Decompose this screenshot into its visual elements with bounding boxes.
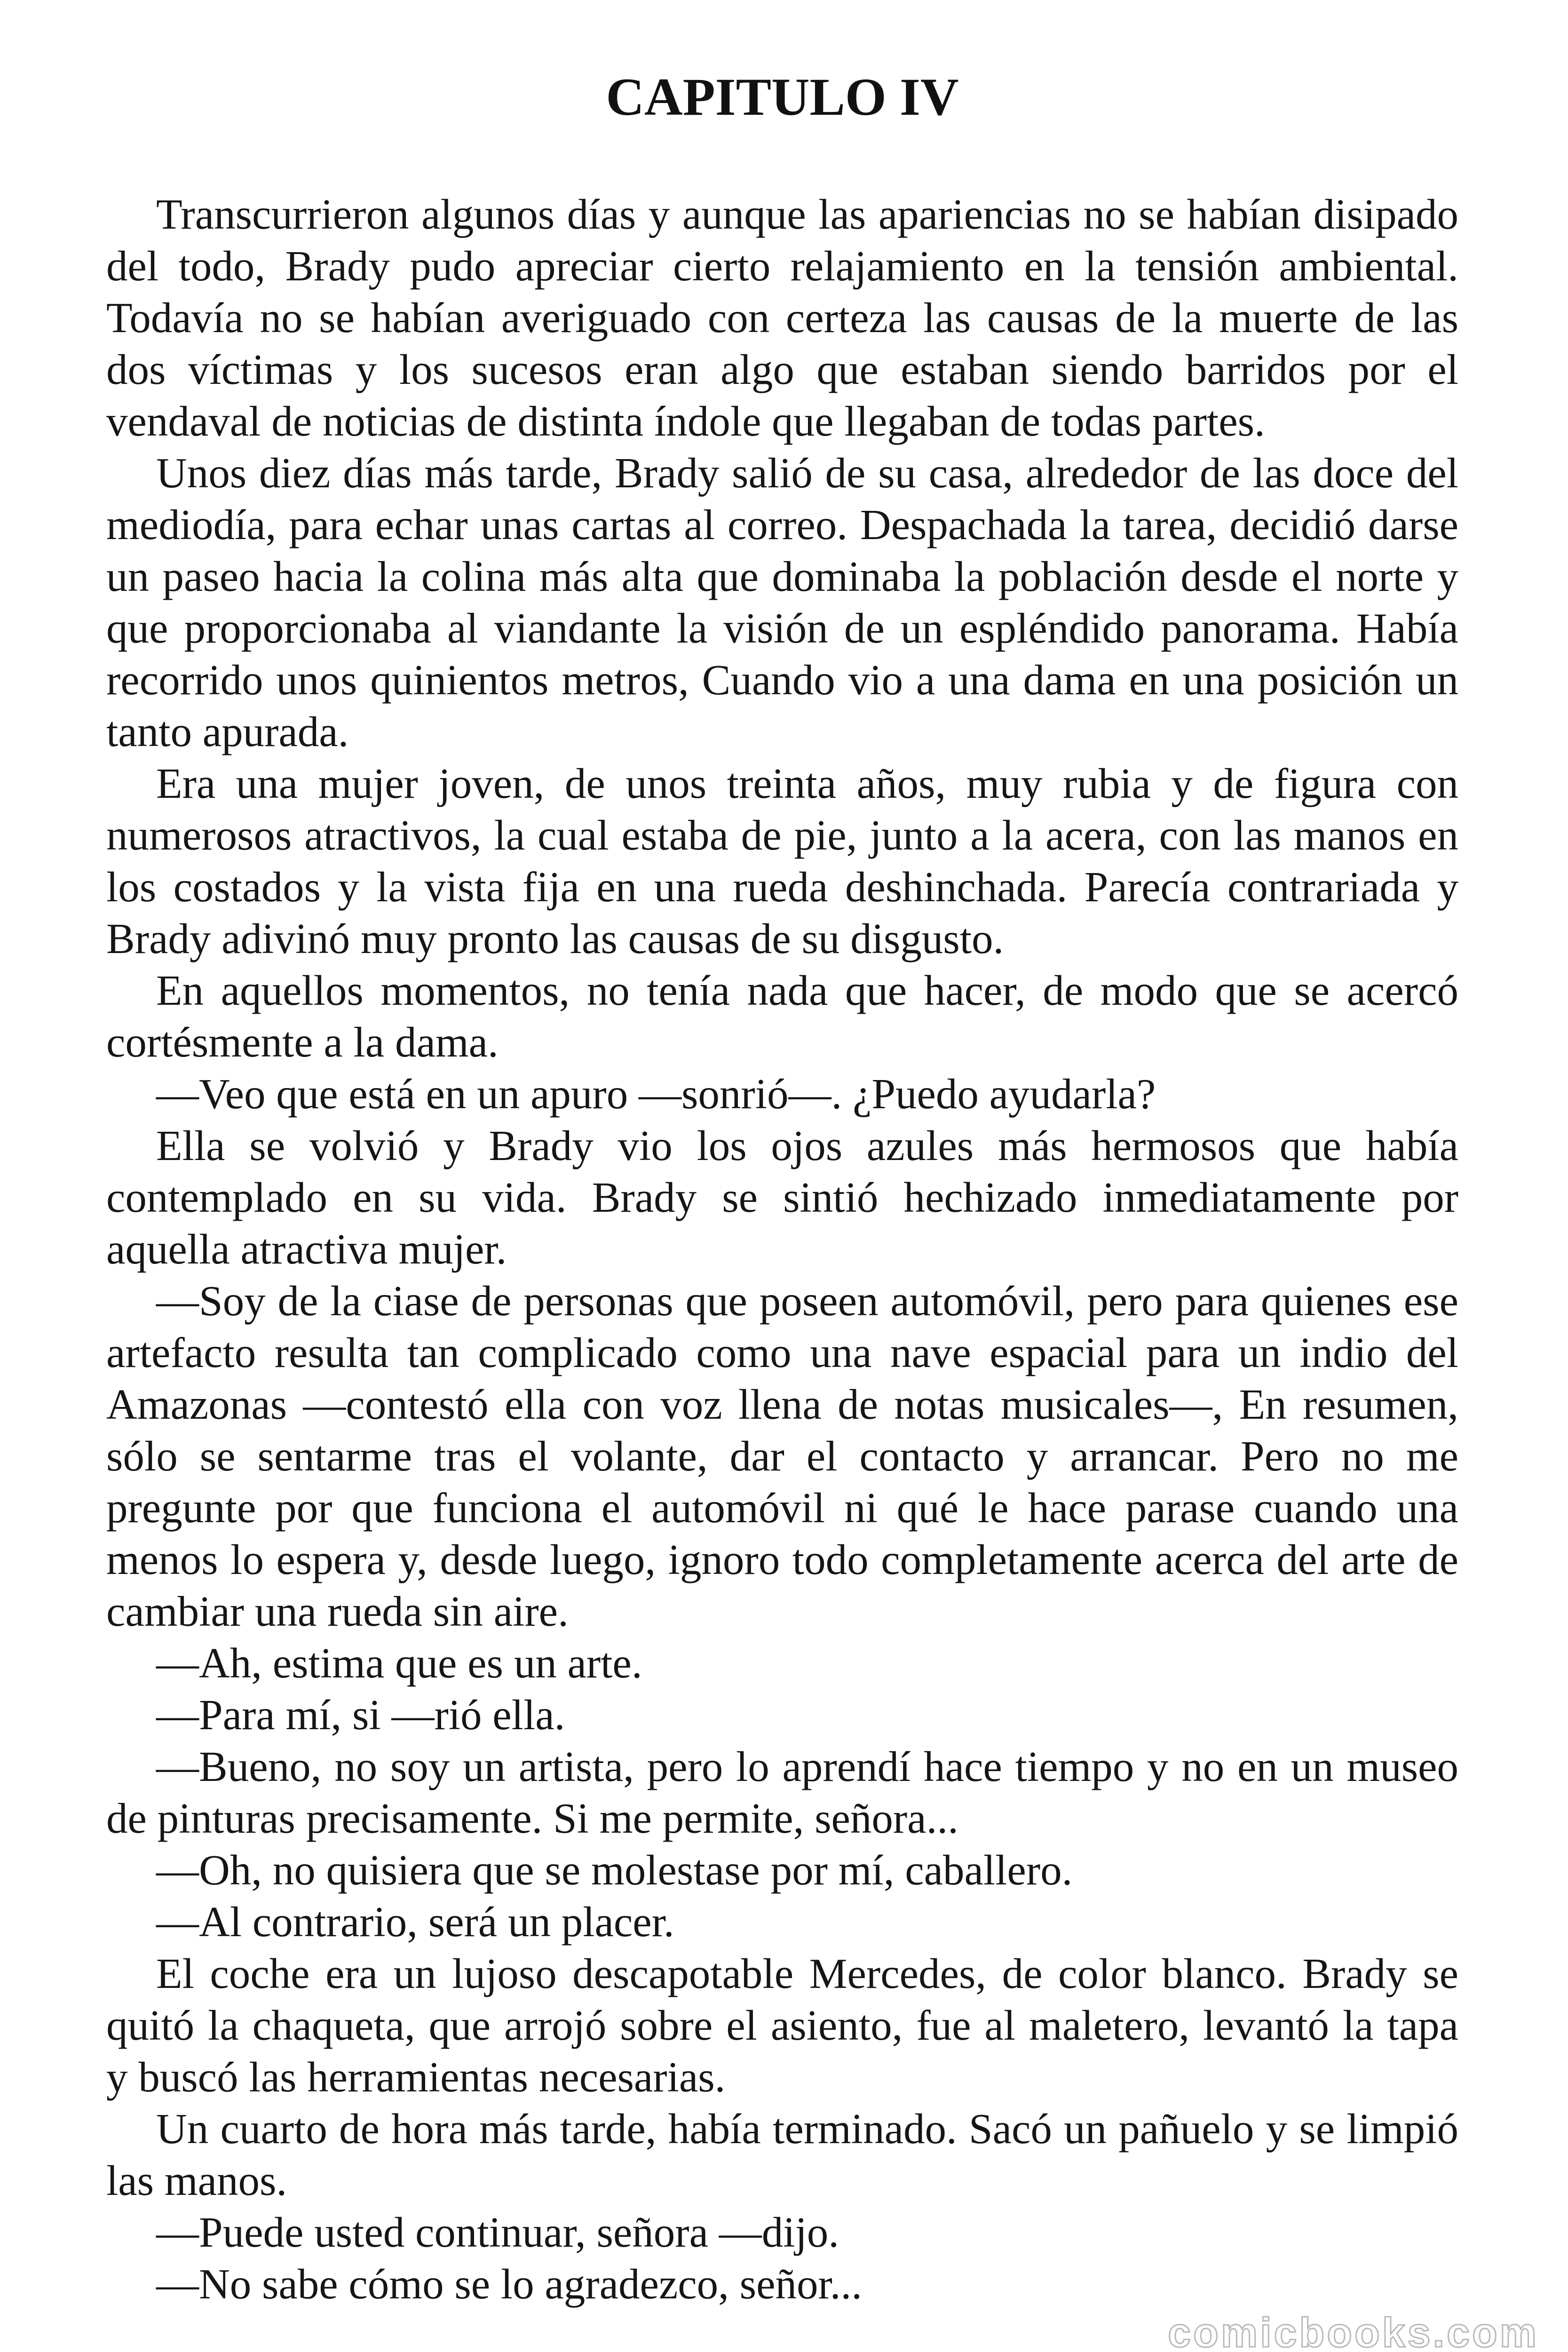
text-line: mediodía, para echar unas cartas al correo. Despachada la tarea, decidió darse	[106, 501, 1458, 548]
text-line: cambiar una rueda sin aire.	[106, 1588, 569, 1635]
text-line: tanto apurada.	[106, 708, 349, 755]
paragraph	[106, 447, 1458, 758]
text-line: y buscó las herramientas necesarias.	[106, 2053, 726, 2101]
text-line: —Al contrario, será un placer.	[156, 1898, 674, 1946]
text-line: cortésmente a la dama.	[106, 1018, 499, 1066]
text-line: —Para mí, si —rió ella.	[156, 1691, 565, 1739]
paragraph	[106, 1948, 1458, 2103]
text-line: —Puede usted continuar, señora —dijo.	[156, 2209, 839, 2256]
chapter-body	[106, 189, 1458, 2310]
text-line: Brady adivinó muy pronto las causas de su disgusto.	[106, 915, 1004, 962]
text-line: menos lo espera y, desde luego, ignoro todo completamente acerca del arte de	[106, 1536, 1458, 1583]
text-line: quitó la chaqueta, que arrojó sobre el asiento, fue al maletero, levantó la tapa	[106, 2002, 1458, 2049]
paragraph	[106, 1120, 1458, 1275]
text-line: las manos.	[106, 2157, 287, 2204]
text-line: recorrido unos quinientos metros, Cuando vio a una dama en una posición un	[106, 656, 1458, 704]
text-line: En aquellos momentos, no tenía nada que hacer, de modo que se acercó	[156, 967, 1458, 1014]
dialogue-paragraph	[106, 1896, 1458, 1948]
paragraph	[106, 965, 1458, 1068]
text-line: los costados y la vista fija en una rueda deshinchada. Parecía contrariada y	[106, 863, 1458, 911]
dialogue-paragraph	[106, 1844, 1458, 1896]
text-line: Era una mujer joven, de unos treinta años, muy rubia y de figura con	[156, 760, 1458, 807]
dialogue-paragraph	[106, 1689, 1458, 1741]
text-line: Todavía no se habían averiguado con certeza las causas de la muerte de las	[106, 294, 1458, 342]
text-line: pregunte por que funciona el automóvil ni qué le hace parase cuando una	[106, 1484, 1458, 1532]
text-line: —Soy de la ciase de personas que poseen automóvil, pero para quienes ese	[156, 1277, 1458, 1325]
text-line: artefacto resulta tan complicado como una nave espacial para un indio del	[106, 1329, 1458, 1376]
dialogue-paragraph	[106, 1275, 1458, 1637]
text-line: Unos diez días más tarde, Brady salió de su casa, alrededor de las doce del	[156, 449, 1458, 497]
paragraph	[106, 2103, 1458, 2207]
text-line: sólo se sentarme tras el volante, dar el contacto y arrancar. Pero no me	[106, 1432, 1458, 1480]
text-line: —Ah, estima que es un arte.	[156, 1639, 642, 1687]
text-line: un paseo hacia la colina más alta que dominaba la población desde el norte y	[106, 553, 1458, 600]
text-line: aquella atractiva mujer.	[106, 1225, 507, 1273]
text-line: contemplado en su vida. Brady se sintió hechizado inmediatamente por	[106, 1174, 1458, 1221]
dialogue-paragraph	[106, 1068, 1458, 1120]
paragraph	[106, 189, 1458, 447]
text-line: —Oh, no quisiera que se molestase por mí, caballero.	[156, 1846, 1073, 1894]
text-line: que proporcionaba al viandante la visión de un espléndido panorama. Había	[106, 604, 1458, 652]
text-line: del todo, Brady pudo apreciar cierto relajamiento en la tensión ambiental.	[106, 242, 1458, 290]
dialogue-paragraph	[106, 1741, 1458, 1844]
text-line: Un cuarto de hora más tarde, había terminado. Sacó un pañuelo y se limpió	[156, 2105, 1458, 2153]
text-line: Ella se volvió y Brady vio los ojos azules más hermosos que había	[156, 1122, 1458, 1169]
dialogue-paragraph	[106, 1637, 1458, 1689]
paragraph	[106, 758, 1458, 965]
text-line: Amazonas —contestó ella con voz llena de notas musicales—, En resumen,	[106, 1381, 1458, 1428]
dialogue-paragraph	[106, 2207, 1458, 2258]
text-line: El coche era un lujoso descapotable Mercedes, de color blanco. Brady se	[156, 1950, 1458, 1997]
chapter-title: CAPITULO IV	[606, 68, 959, 127]
text-line: —Bueno, no soy un artista, pero lo aprendí hace tiempo y no en un museo	[156, 1743, 1458, 1790]
text-line: de pinturas precisamente. Si me permite, señora...	[106, 1795, 958, 1842]
text-line: Transcurrieron algunos días y aunque las apariencias no se habían disipado	[156, 191, 1458, 238]
text-line: numerosos atractivos, la cual estaba de pie, junto a la acera, con las manos en	[106, 811, 1458, 859]
text-line: vendaval de noticias de distinta índole que llegaban de todas partes.	[106, 397, 1265, 445]
dialogue-paragraph	[106, 2258, 1458, 2310]
text-line: —Veo que está en un apuro —sonrió—. ¿Puedo ayudarla?	[156, 1070, 1156, 1118]
text-line: —No sabe cómo se lo agradezco, señor...	[156, 2260, 863, 2308]
text-line: dos víctimas y los sucesos eran algo que estaban siendo barridos por el	[106, 346, 1458, 393]
watermark: comicbooks.com	[1168, 2309, 1539, 2352]
